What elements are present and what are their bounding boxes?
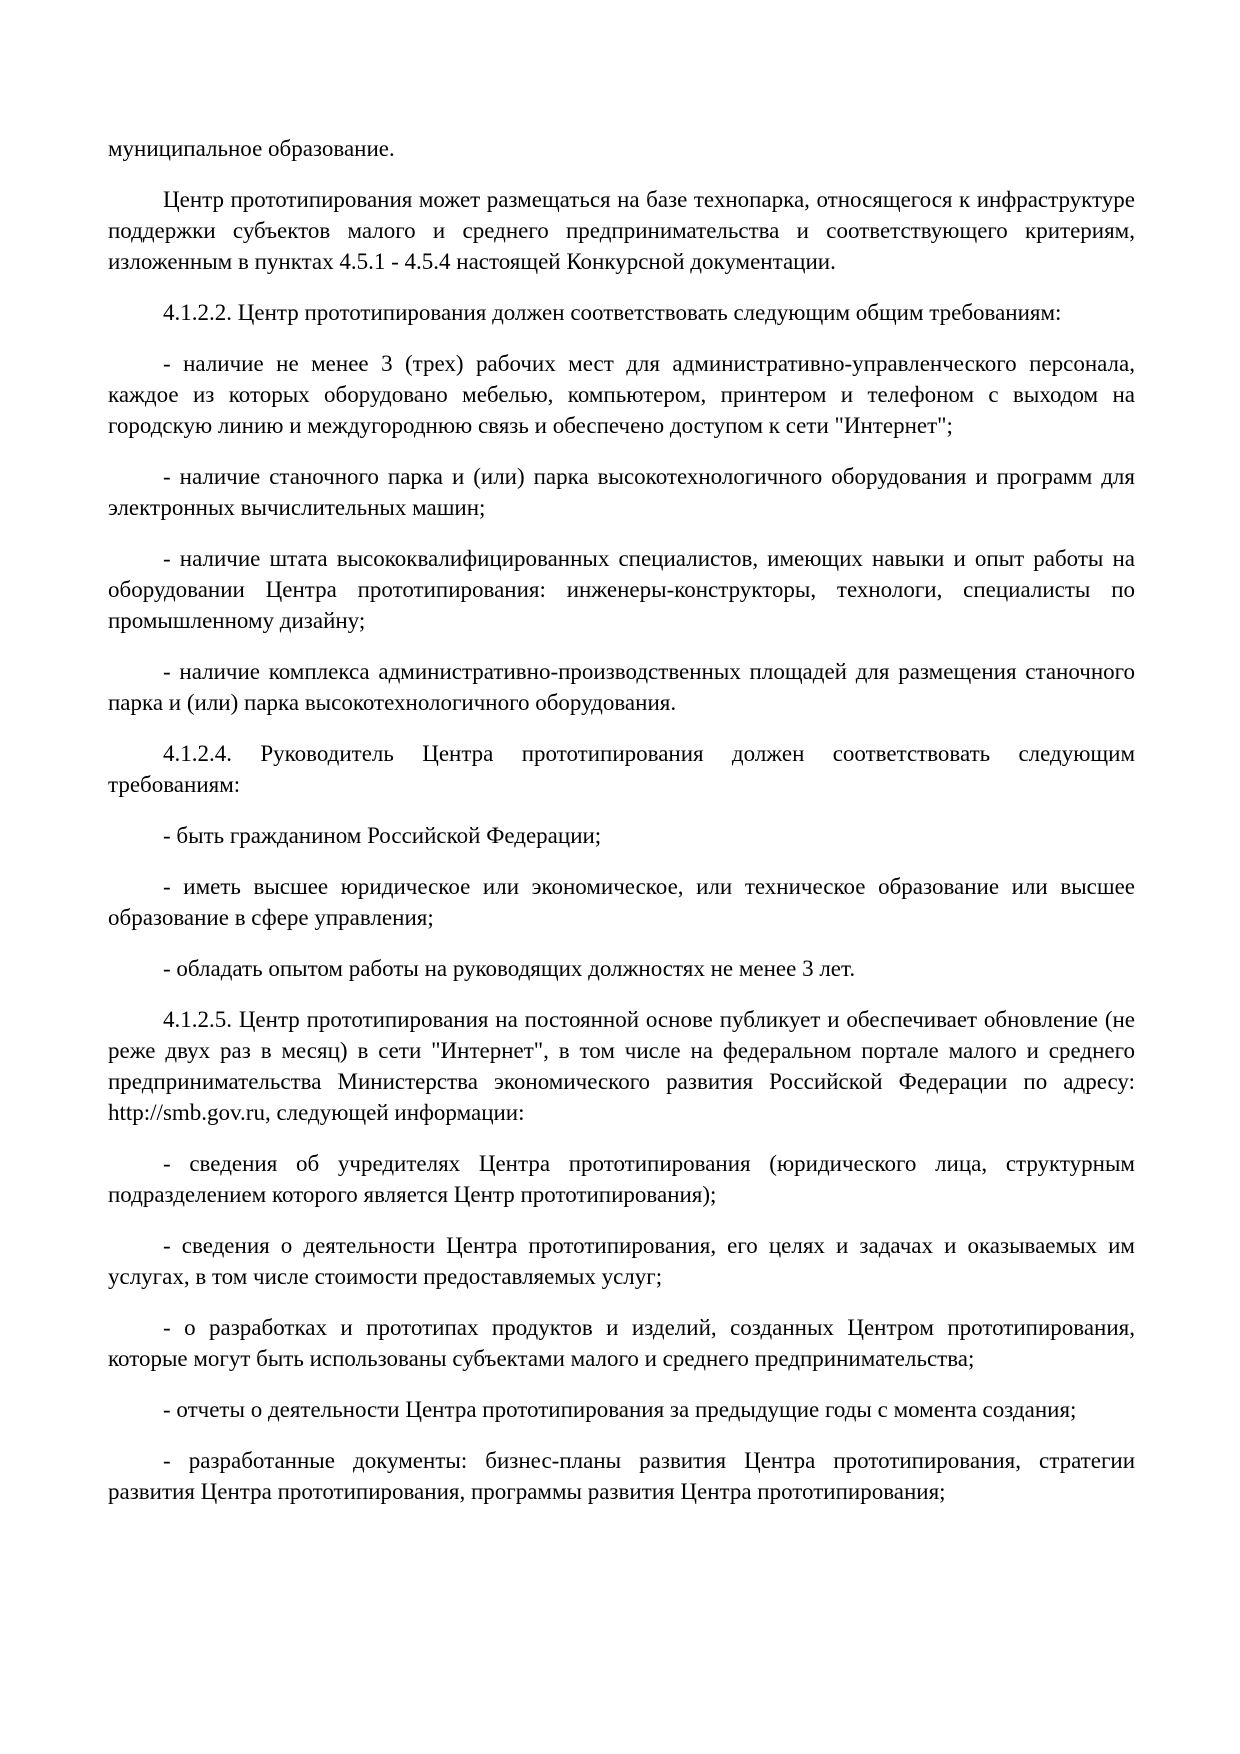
info-item: - отчеты о деятельности Центра прототипирования за предыдущие годы с момента создания; <box>163 1397 1077 1422</box>
requirement-item: - наличие комплекса административно-производственных площадей для размещения станочного парка и (или) парка высокотехнологичного оборудования. <box>108 659 1135 715</box>
requirement-item: - быть гражданином Российской Федерации; <box>163 823 602 848</box>
requirement-item: - наличие станочного парка и (или) парка высокотехнологичного оборудования и программ для электронных вычислительных машин; <box>108 464 1135 520</box>
requirement-item: - наличие штата высококвалифицированных специалистов, имеющих навыки и опыт работы на оборудовании Центра прототипирования: инженеры-конструкторы, технологи, специалисты по промышленному дизайну; <box>108 546 1135 633</box>
clause-4-1-2-4-heading: 4.1.2.4. Руководитель Центра прототипирования должен соответствовать следующим требованиям: <box>108 741 1135 797</box>
requirement-item: - иметь высшее юридическое или экономическое, или техническое образование или высшее образование в сфере управления; <box>108 874 1135 930</box>
info-item: - о разработках и прототипах продуктов и изделий, созданных Центром прототипирования, которые могут быть использованы субъектами малого и среднего предпринимательства; <box>108 1315 1135 1371</box>
paragraph-placement: Центр прототипирования может размещаться на базе технопарка, относящегося к инфраструктуре поддержки субъектов малого и среднего предпринимательства и соответствующего критериям, изложенным в пунктах 4.5.1 - 4.5.4 настоящей Конкурсной документации. <box>108 187 1135 274</box>
requirement-item: - обладать опытом работы на руководящих должностях не менее 3 лет. <box>163 956 856 981</box>
clause-4-1-2-5-heading: 4.1.2.5. Центр прототипирования на постоянной основе публикует и обеспечивает обновление (не реже двух раз в месяц) в сети "Интернет", в том числе на федеральном портале малого и среднего предпринимательства Министерства экономического развития Российской Федерации по адресу: http://smb.gov.ru, следующей информации: <box>108 1007 1135 1125</box>
clause-4-1-2-2-heading: 4.1.2.2. Центр прототипирования должен соответствовать следующим общим требованиям: <box>163 300 1062 325</box>
paragraph-continuation: муниципальное образование. <box>108 136 395 161</box>
requirement-item: - наличие не менее 3 (трех) рабочих мест для административно-управленческого персонала, каждое из которых оборудовано мебелью, компьютером, принтером и телефоном с выходом на городскую линию и междугороднюю связь и обеспечено доступом к сети "Интернет"; <box>108 351 1135 438</box>
info-item: - сведения о деятельности Центра прототипирования, его целях и задачах и оказываемых им услугах, в том числе стоимости предоставляемых услуг; <box>108 1233 1135 1289</box>
info-item: - разработанные документы: бизнес-планы развития Центра прототипирования, стратегии развития Центра прототипирования, программы развития Центра прототипирования; <box>108 1448 1135 1504</box>
info-item: - сведения об учредителях Центра прототипирования (юридического лица, структурным подразделением которого является Центр прототипирования); <box>108 1151 1135 1207</box>
